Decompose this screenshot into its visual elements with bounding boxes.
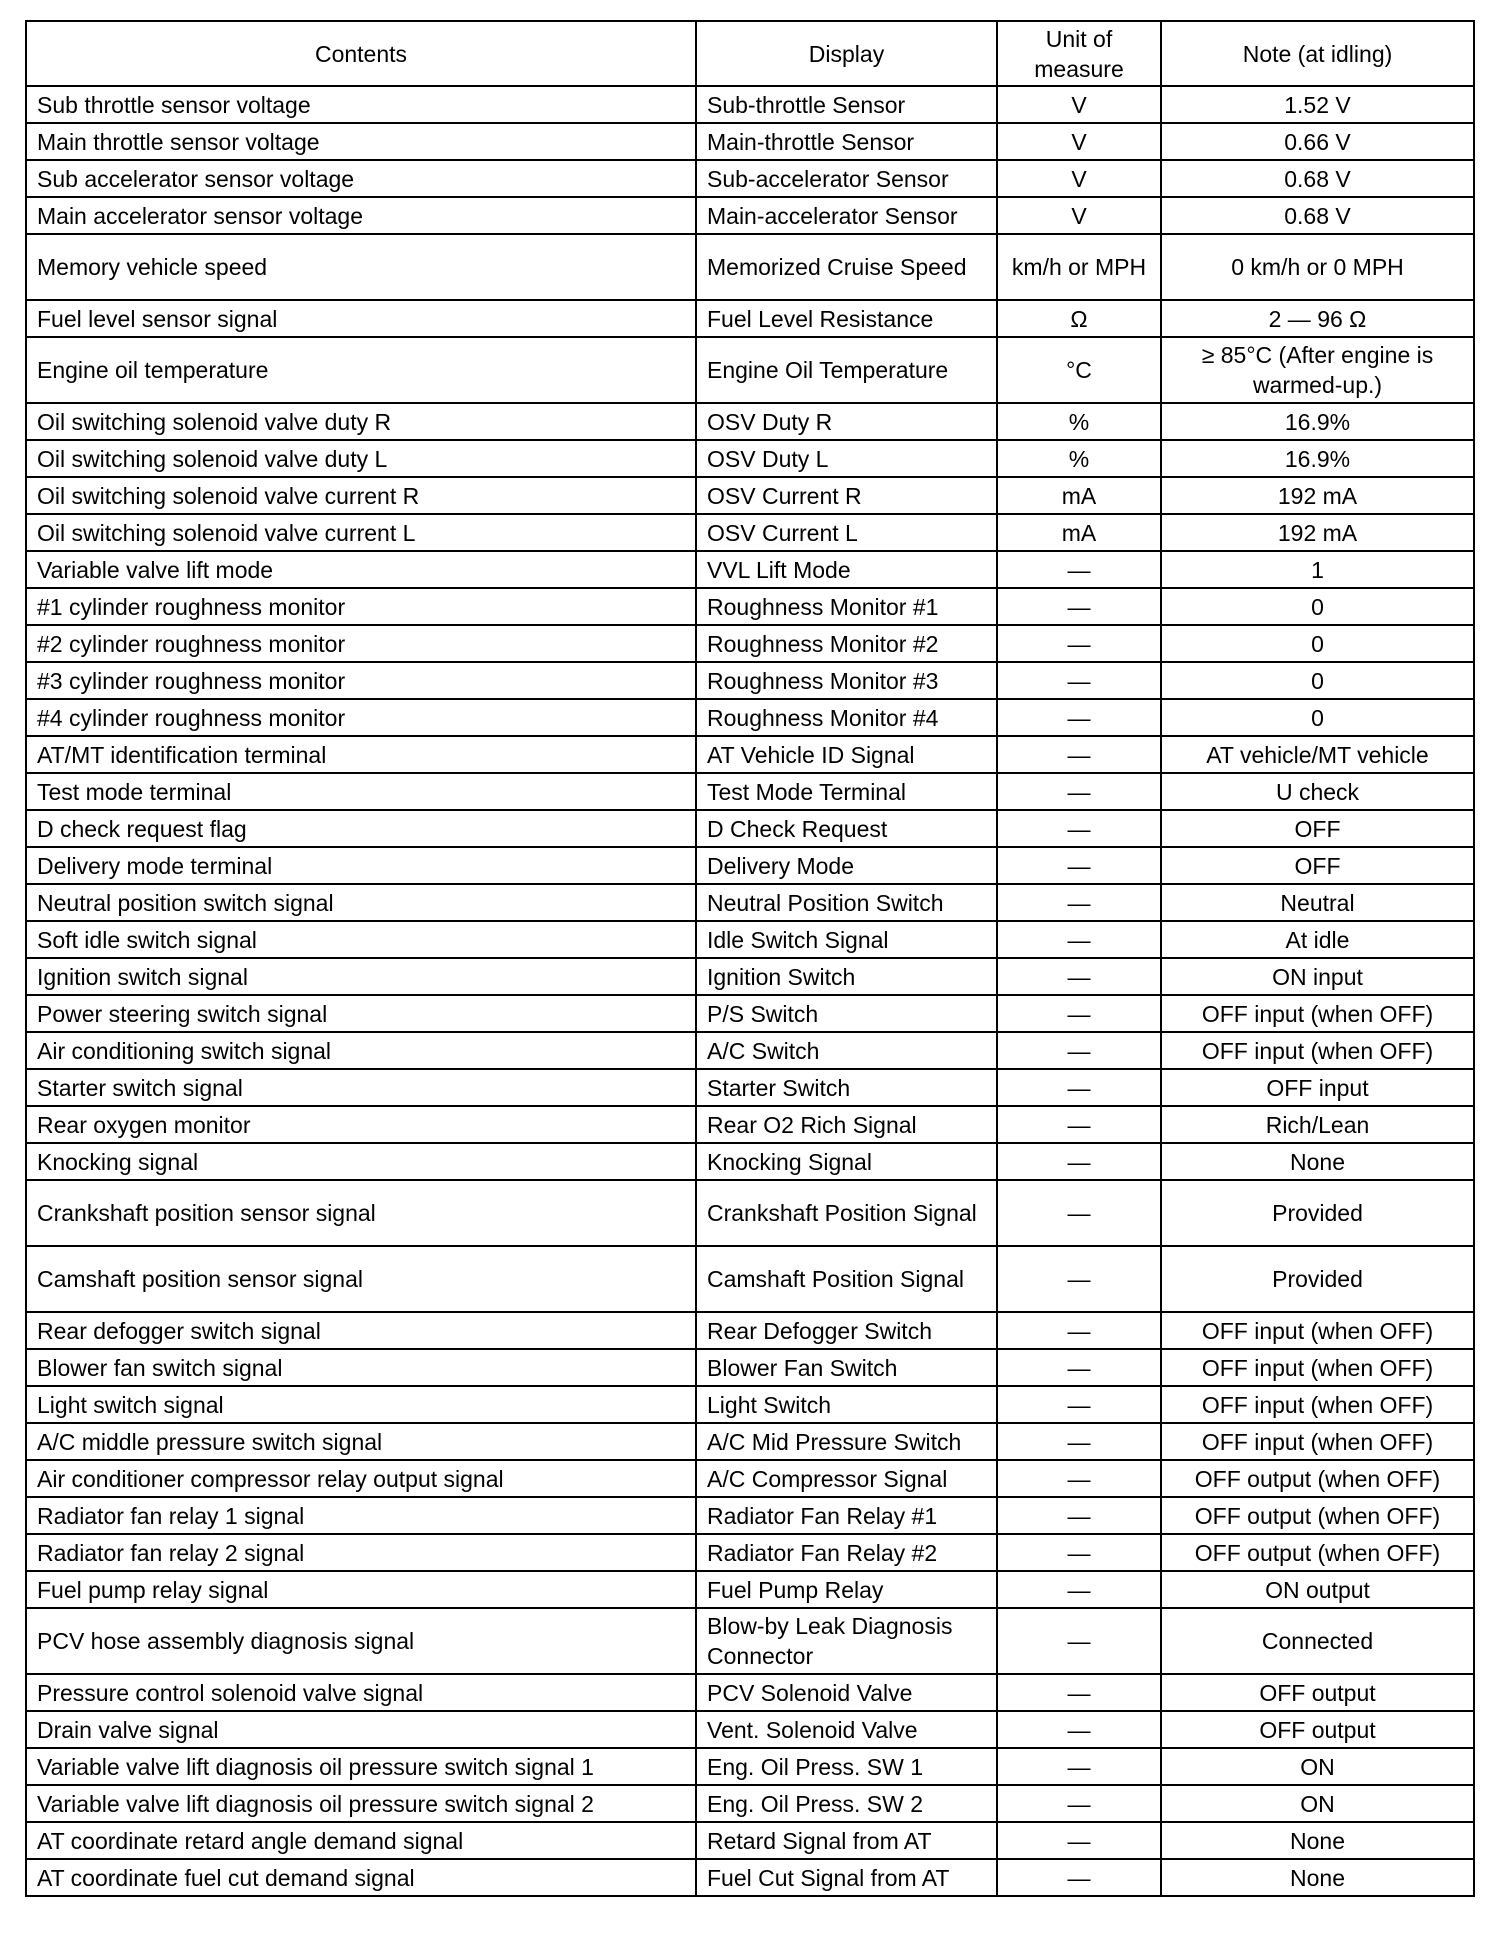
- cell-note: OFF output (when OFF): [1161, 1534, 1474, 1571]
- cell-note: Provided: [1161, 1246, 1474, 1312]
- cell-contents: #3 cylinder roughness monitor: [26, 662, 696, 699]
- table-row: [26, 477, 1474, 514]
- cell-unit: V: [997, 86, 1161, 123]
- cell-display: AT Vehicle ID Signal: [696, 736, 997, 773]
- table-row: [26, 1143, 1474, 1180]
- cell-note: 0: [1161, 625, 1474, 662]
- cell-note: Rich/Lean: [1161, 1106, 1474, 1143]
- cell-unit: —: [997, 1859, 1161, 1896]
- cell-note: OFF input (when OFF): [1161, 1386, 1474, 1423]
- cell-contents: Air conditioner compressor relay output signal: [26, 1460, 696, 1497]
- cell-display: OSV Current L: [696, 514, 997, 551]
- cell-unit: —: [997, 699, 1161, 736]
- cell-contents: Oil switching solenoid valve current R: [26, 477, 696, 514]
- table-row: [26, 160, 1474, 197]
- cell-contents: Oil switching solenoid valve current L: [26, 514, 696, 551]
- cell-unit: —: [997, 1423, 1161, 1460]
- table-row: [26, 847, 1474, 884]
- cell-display: OSV Duty L: [696, 440, 997, 477]
- cell-unit: —: [997, 1032, 1161, 1069]
- cell-note: U check: [1161, 773, 1474, 810]
- cell-unit: —: [997, 958, 1161, 995]
- header-unit: Unit of measure: [997, 21, 1161, 86]
- cell-note: None: [1161, 1143, 1474, 1180]
- cell-note: OFF input (when OFF): [1161, 995, 1474, 1032]
- cell-contents: Drain valve signal: [26, 1711, 696, 1748]
- data-monitor-table: [25, 20, 1475, 1897]
- cell-display: PCV Solenoid Valve: [696, 1674, 997, 1711]
- table-row: [26, 1571, 1474, 1608]
- cell-display: Engine Oil Temperature: [696, 337, 997, 403]
- cell-contents: Crankshaft position sensor signal: [26, 1180, 696, 1246]
- table-row: [26, 1822, 1474, 1859]
- cell-note: ON: [1161, 1785, 1474, 1822]
- cell-display: Test Mode Terminal: [696, 773, 997, 810]
- cell-display: Roughness Monitor #4: [696, 699, 997, 736]
- cell-contents: #2 cylinder roughness monitor: [26, 625, 696, 662]
- cell-unit: —: [997, 1246, 1161, 1312]
- cell-note: 192 mA: [1161, 514, 1474, 551]
- cell-unit: —: [997, 551, 1161, 588]
- cell-note: OFF input (when OFF): [1161, 1032, 1474, 1069]
- table-header-row: [26, 21, 1474, 86]
- cell-note: Connected: [1161, 1608, 1474, 1674]
- cell-unit: km/h or MPH: [997, 234, 1161, 300]
- cell-contents: Variable valve lift diagnosis oil pressure switch signal 1: [26, 1748, 696, 1785]
- cell-unit: %: [997, 403, 1161, 440]
- cell-unit: —: [997, 1069, 1161, 1106]
- cell-display: A/C Switch: [696, 1032, 997, 1069]
- cell-contents: Camshaft position sensor signal: [26, 1246, 696, 1312]
- cell-note: OFF input (when OFF): [1161, 1312, 1474, 1349]
- cell-contents: Soft idle switch signal: [26, 921, 696, 958]
- cell-display: Roughness Monitor #3: [696, 662, 997, 699]
- table-row: [26, 995, 1474, 1032]
- cell-unit: —: [997, 1312, 1161, 1349]
- table-row: [26, 1608, 1474, 1674]
- cell-note: ON output: [1161, 1571, 1474, 1608]
- cell-contents: Rear oxygen monitor: [26, 1106, 696, 1143]
- cell-display: Blower Fan Switch: [696, 1349, 997, 1386]
- cell-note: 1: [1161, 551, 1474, 588]
- cell-unit: °C: [997, 337, 1161, 403]
- cell-contents: Ignition switch signal: [26, 958, 696, 995]
- cell-unit: —: [997, 995, 1161, 1032]
- table-row: [26, 1032, 1474, 1069]
- cell-display: Rear Defogger Switch: [696, 1312, 997, 1349]
- table-row: [26, 197, 1474, 234]
- cell-note: 0: [1161, 699, 1474, 736]
- cell-contents: Light switch signal: [26, 1386, 696, 1423]
- cell-unit: —: [997, 1785, 1161, 1822]
- cell-contents: Pressure control solenoid valve signal: [26, 1674, 696, 1711]
- cell-contents: Radiator fan relay 1 signal: [26, 1497, 696, 1534]
- cell-note: None: [1161, 1859, 1474, 1896]
- cell-contents: D check request flag: [26, 810, 696, 847]
- cell-unit: —: [997, 1571, 1161, 1608]
- cell-unit: —: [997, 847, 1161, 884]
- cell-display: Main-accelerator Sensor: [696, 197, 997, 234]
- cell-display: OSV Duty R: [696, 403, 997, 440]
- cell-contents: Neutral position switch signal: [26, 884, 696, 921]
- cell-display: Main-throttle Sensor: [696, 123, 997, 160]
- cell-contents: Sub throttle sensor voltage: [26, 86, 696, 123]
- cell-note: 0.66 V: [1161, 123, 1474, 160]
- header-note: Note (at idling): [1161, 21, 1474, 86]
- cell-display: OSV Current R: [696, 477, 997, 514]
- cell-display: P/S Switch: [696, 995, 997, 1032]
- table-row: [26, 1460, 1474, 1497]
- table-row: [26, 551, 1474, 588]
- cell-display: Eng. Oil Press. SW 2: [696, 1785, 997, 1822]
- table-row: [26, 588, 1474, 625]
- cell-contents: #1 cylinder roughness monitor: [26, 588, 696, 625]
- cell-unit: —: [997, 1106, 1161, 1143]
- header-display: Display: [696, 21, 997, 86]
- cell-note: 16.9%: [1161, 403, 1474, 440]
- cell-note: OFF input (when OFF): [1161, 1349, 1474, 1386]
- table-row: [26, 86, 1474, 123]
- table-row: [26, 1386, 1474, 1423]
- cell-unit: V: [997, 123, 1161, 160]
- cell-contents: Starter switch signal: [26, 1069, 696, 1106]
- cell-note: 0: [1161, 588, 1474, 625]
- cell-unit: —: [997, 773, 1161, 810]
- cell-contents: Air conditioning switch signal: [26, 1032, 696, 1069]
- cell-note: ON input: [1161, 958, 1474, 995]
- table-row: [26, 662, 1474, 699]
- cell-display: A/C Compressor Signal: [696, 1460, 997, 1497]
- table-row: [26, 1497, 1474, 1534]
- cell-display: A/C Mid Pressure Switch: [696, 1423, 997, 1460]
- cell-display: Sub-throttle Sensor: [696, 86, 997, 123]
- cell-unit: —: [997, 1674, 1161, 1711]
- cell-contents: Oil switching solenoid valve duty L: [26, 440, 696, 477]
- cell-contents: Memory vehicle speed: [26, 234, 696, 300]
- cell-display: Fuel Level Resistance: [696, 300, 997, 337]
- cell-note: ON: [1161, 1748, 1474, 1785]
- cell-display: Memorized Cruise Speed: [696, 234, 997, 300]
- cell-contents: Fuel pump relay signal: [26, 1571, 696, 1608]
- cell-note: 2 — 96 Ω: [1161, 300, 1474, 337]
- cell-contents: AT/MT identification terminal: [26, 736, 696, 773]
- cell-unit: —: [997, 662, 1161, 699]
- cell-note: 192 mA: [1161, 477, 1474, 514]
- cell-display: Eng. Oil Press. SW 1: [696, 1748, 997, 1785]
- cell-display: VVL Lift Mode: [696, 551, 997, 588]
- cell-contents: Rear defogger switch signal: [26, 1312, 696, 1349]
- cell-unit: —: [997, 1822, 1161, 1859]
- cell-note: OFF: [1161, 810, 1474, 847]
- table-row: [26, 403, 1474, 440]
- cell-note: 16.9%: [1161, 440, 1474, 477]
- cell-note: ≥ 85°C (After engine is warmed-up.): [1161, 337, 1474, 403]
- table-row: [26, 1859, 1474, 1896]
- cell-contents: Main throttle sensor voltage: [26, 123, 696, 160]
- cell-note: OFF input: [1161, 1069, 1474, 1106]
- cell-display: Delivery Mode: [696, 847, 997, 884]
- table-row: [26, 514, 1474, 551]
- cell-display: Idle Switch Signal: [696, 921, 997, 958]
- cell-unit: —: [997, 1460, 1161, 1497]
- cell-contents: Blower fan switch signal: [26, 1349, 696, 1386]
- cell-display: Blow-by Leak Diagnosis Connector: [696, 1608, 997, 1674]
- cell-note: OFF output: [1161, 1674, 1474, 1711]
- table-row: [26, 1246, 1474, 1312]
- table-row: [26, 810, 1474, 847]
- cell-note: Neutral: [1161, 884, 1474, 921]
- table-body: [26, 86, 1474, 1896]
- cell-contents: Power steering switch signal: [26, 995, 696, 1032]
- cell-contents: Main accelerator sensor voltage: [26, 197, 696, 234]
- cell-note: AT vehicle/MT vehicle: [1161, 736, 1474, 773]
- cell-display: Crankshaft Position Signal: [696, 1180, 997, 1246]
- table-row: [26, 1748, 1474, 1785]
- table-row: [26, 1312, 1474, 1349]
- table-row: [26, 234, 1474, 300]
- cell-note: 0.68 V: [1161, 197, 1474, 234]
- cell-contents: Test mode terminal: [26, 773, 696, 810]
- cell-note: At idle: [1161, 921, 1474, 958]
- cell-unit: V: [997, 197, 1161, 234]
- cell-contents: Knocking signal: [26, 1143, 696, 1180]
- cell-unit: mA: [997, 477, 1161, 514]
- cell-display: Light Switch: [696, 1386, 997, 1423]
- table-row: [26, 1180, 1474, 1246]
- cell-display: Roughness Monitor #2: [696, 625, 997, 662]
- cell-display: Fuel Pump Relay: [696, 1571, 997, 1608]
- cell-note: OFF output: [1161, 1711, 1474, 1748]
- cell-note: 1.52 V: [1161, 86, 1474, 123]
- table-row: [26, 300, 1474, 337]
- cell-contents: Sub accelerator sensor voltage: [26, 160, 696, 197]
- cell-contents: AT coordinate retard angle demand signal: [26, 1822, 696, 1859]
- cell-unit: —: [997, 1608, 1161, 1674]
- cell-unit: —: [997, 588, 1161, 625]
- table-row: [26, 1423, 1474, 1460]
- table-row: [26, 1785, 1474, 1822]
- table-row: [26, 337, 1474, 403]
- cell-display: Starter Switch: [696, 1069, 997, 1106]
- cell-contents: Fuel level sensor signal: [26, 300, 696, 337]
- cell-display: Roughness Monitor #1: [696, 588, 997, 625]
- cell-unit: —: [997, 1497, 1161, 1534]
- table-row: [26, 773, 1474, 810]
- cell-note: 0.68 V: [1161, 160, 1474, 197]
- cell-contents: AT coordinate fuel cut demand signal: [26, 1859, 696, 1896]
- cell-display: Radiator Fan Relay #2: [696, 1534, 997, 1571]
- cell-display: Neutral Position Switch: [696, 884, 997, 921]
- cell-unit: —: [997, 1143, 1161, 1180]
- cell-contents: Oil switching solenoid valve duty R: [26, 403, 696, 440]
- cell-display: Sub-accelerator Sensor: [696, 160, 997, 197]
- table-row: [26, 736, 1474, 773]
- cell-unit: %: [997, 440, 1161, 477]
- cell-unit: —: [997, 1534, 1161, 1571]
- cell-note: 0 km/h or 0 MPH: [1161, 234, 1474, 300]
- header-contents: Contents: [26, 21, 696, 86]
- table-row: [26, 921, 1474, 958]
- cell-unit: —: [997, 1711, 1161, 1748]
- table-row: [26, 699, 1474, 736]
- cell-unit: —: [997, 736, 1161, 773]
- table-row: [26, 440, 1474, 477]
- table-row: [26, 958, 1474, 995]
- table-row: [26, 884, 1474, 921]
- cell-contents: PCV hose assembly diagnosis signal: [26, 1608, 696, 1674]
- cell-contents: Delivery mode terminal: [26, 847, 696, 884]
- cell-unit: —: [997, 1748, 1161, 1785]
- cell-unit: —: [997, 810, 1161, 847]
- cell-contents: A/C middle pressure switch signal: [26, 1423, 696, 1460]
- cell-unit: —: [997, 921, 1161, 958]
- cell-display: Ignition Switch: [696, 958, 997, 995]
- cell-display: Retard Signal from AT: [696, 1822, 997, 1859]
- cell-display: Radiator Fan Relay #1: [696, 1497, 997, 1534]
- cell-unit: —: [997, 884, 1161, 921]
- cell-unit: mA: [997, 514, 1161, 551]
- cell-unit: —: [997, 1180, 1161, 1246]
- cell-contents: Variable valve lift diagnosis oil pressure switch signal 2: [26, 1785, 696, 1822]
- cell-unit: Ω: [997, 300, 1161, 337]
- cell-note: 0: [1161, 662, 1474, 699]
- cell-unit: V: [997, 160, 1161, 197]
- table-row: [26, 1349, 1474, 1386]
- table-row: [26, 123, 1474, 160]
- table-row: [26, 1069, 1474, 1106]
- table-row: [26, 625, 1474, 662]
- cell-display: Knocking Signal: [696, 1143, 997, 1180]
- cell-note: None: [1161, 1822, 1474, 1859]
- cell-contents: Engine oil temperature: [26, 337, 696, 403]
- cell-contents: Radiator fan relay 2 signal: [26, 1534, 696, 1571]
- cell-note: OFF: [1161, 847, 1474, 884]
- cell-note: OFF output (when OFF): [1161, 1460, 1474, 1497]
- cell-unit: —: [997, 1349, 1161, 1386]
- table-row: [26, 1106, 1474, 1143]
- cell-contents: Variable valve lift mode: [26, 551, 696, 588]
- table-row: [26, 1674, 1474, 1711]
- cell-display: Rear O2 Rich Signal: [696, 1106, 997, 1143]
- cell-display: Vent. Solenoid Valve: [696, 1711, 997, 1748]
- cell-note: OFF input (when OFF): [1161, 1423, 1474, 1460]
- table-row: [26, 1711, 1474, 1748]
- cell-unit: —: [997, 1386, 1161, 1423]
- cell-note: OFF output (when OFF): [1161, 1497, 1474, 1534]
- cell-display: D Check Request: [696, 810, 997, 847]
- cell-display: Camshaft Position Signal: [696, 1246, 997, 1312]
- cell-unit: —: [997, 625, 1161, 662]
- cell-display: Fuel Cut Signal from AT: [696, 1859, 997, 1896]
- cell-note: Provided: [1161, 1180, 1474, 1246]
- cell-contents: #4 cylinder roughness monitor: [26, 699, 696, 736]
- table-row: [26, 1534, 1474, 1571]
